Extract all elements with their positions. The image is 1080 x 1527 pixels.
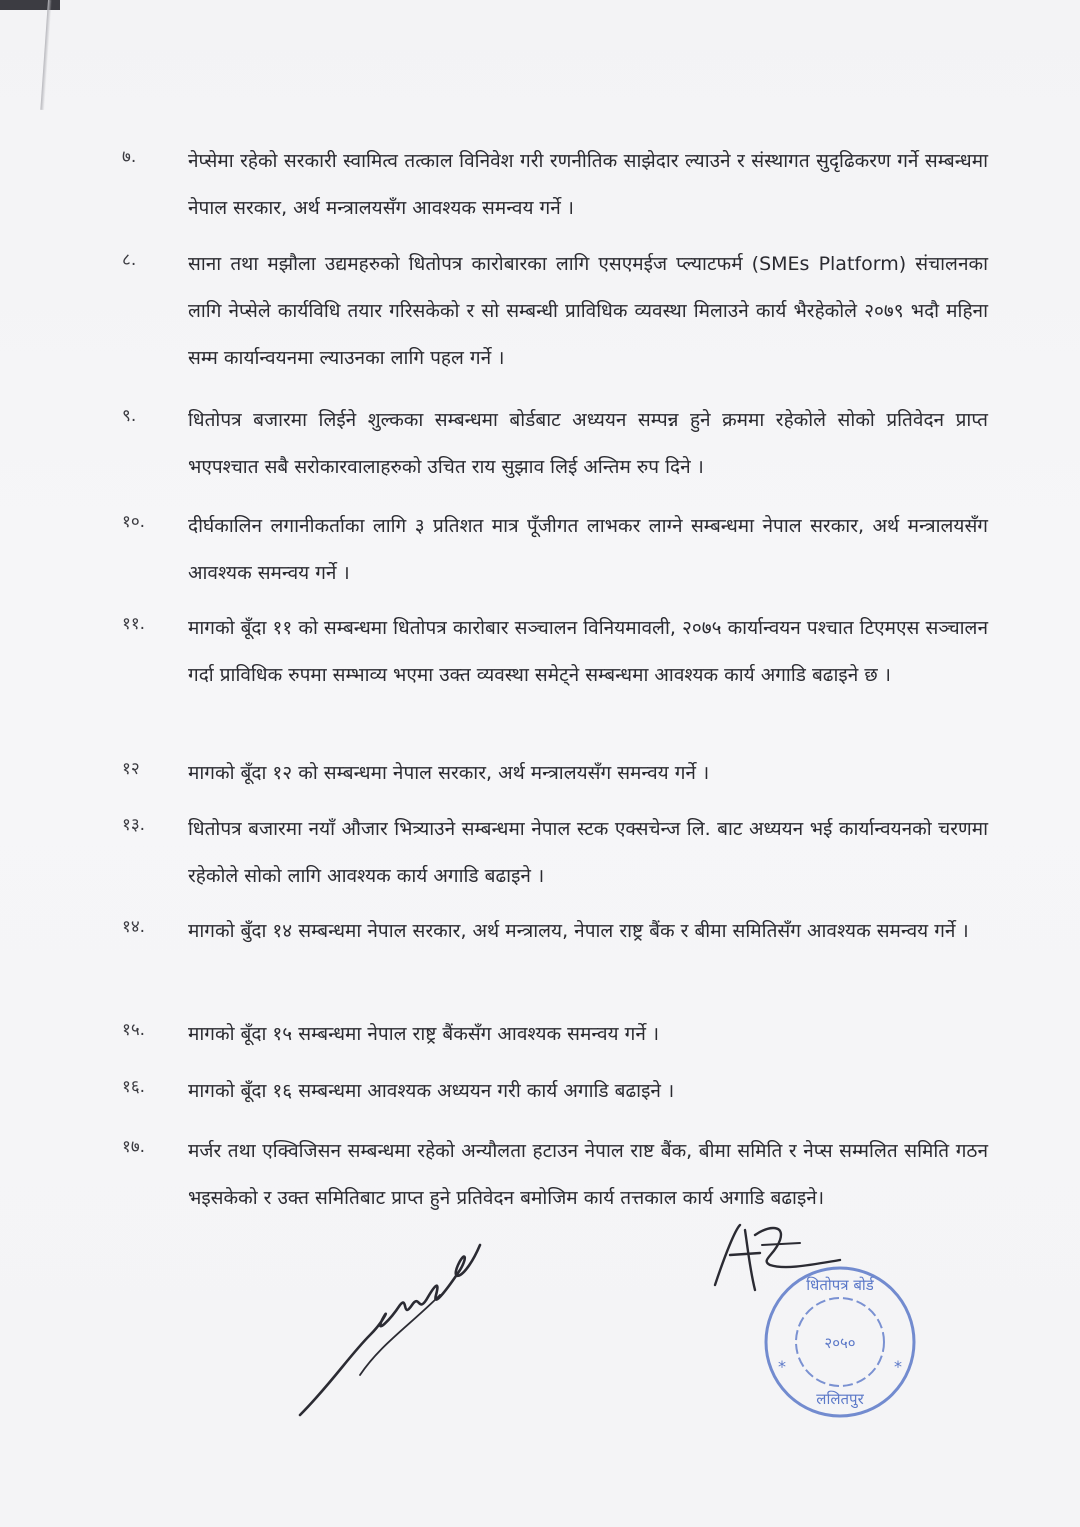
item-text: मागको बुँदा १४ सम्बन्धमा नेपाल सरकार, अर्थ मन्त्रालय, नेपाल राष्ट्र बैंक र बीमा समितिसँग आवश्यक समन्वय गर्ने ।: [188, 920, 969, 942]
item-number: ८.: [122, 250, 137, 270]
item-text: धितोपत्र बजारमा नयाँ औजार भित्र्याउने सम्बन्धमा नेपाल स्टक एक्सचेन्ज लि. बाट अध्ययन भई कार्यान्वयनको चरणमा रहेकोले सोको लागि आवश्यक कार्य अगाडि बढाइने ।: [188, 818, 988, 887]
seal-top-text: धितोपत्र बोर्ड: [806, 1276, 874, 1294]
item-text: साना तथा मझौला उद्यमहरुको धितोपत्र कारोबारका लागि एसएमईज प्ल्याटफर्म (SMEs Platform) संचालनका लागि नेप्सेले कार्यविधि तयार गरिसकेको र सो सम्बन्धी प्राविधिक व्यवस्था मिलाउने कार्य भैरहेकोले २०७९ भदौ महिना सम्म कार्यान्वयनमा ल्याउनका लागि पहल गर्ने ।: [188, 253, 988, 369]
item-number: १६.: [122, 1077, 146, 1097]
item-text: मागको बूँदा १२ को सम्बन्धमा नेपाल सरकार, अर्थ मन्त्रालयसँग समन्वय गर्ने ।: [188, 762, 710, 784]
seal-star-icon: *: [778, 1357, 786, 1376]
page-edge: [40, 0, 52, 110]
seal-star-icon: *: [894, 1357, 902, 1376]
item-text: धितोपत्र बजारमा लिईने शुल्कका सम्बन्धमा बोर्डबाट अध्ययन सम्पन्न हुने क्रममा रहेकोले सोको प्रतिवेदन प्राप्त भएपश्चात सबै सरोकारवालाहरुको उचित राय सुझाव लिई अन्तिम रुप दिने ।: [188, 409, 988, 478]
seal-year: २०५०: [824, 1334, 856, 1352]
seal-bottom-text: ललितपुर: [816, 1390, 864, 1408]
item-number: ७.: [122, 147, 137, 167]
item-number: ९.: [122, 406, 137, 426]
item-number: १३.: [122, 815, 146, 835]
signature-left: [290, 1225, 500, 1435]
item-text: मर्जर तथा एक्विजिसन सम्बन्धमा रहेको अन्यौलता हटाउन नेपाल राष्ट बैंक, बीमा समिति र नेप्स सम्मलित समिति गठन भइसकेको र उक्त समितिबाट प्राप्त हुने प्रतिवेदन बमोजिम कार्य तत्तकाल कार्य अगाडि बढाइने।: [188, 1140, 988, 1209]
item-number: १४.: [122, 917, 146, 937]
item-text: दीर्घकालिन लगानीकर्ताका लागि ३ प्रतिशत मात्र पूँजीगत लाभकर लाग्ने सम्बन्धमा नेपाल सरकार, अर्थ मन्त्रालयसँग आवश्यक समन्वय गर्ने ।: [188, 515, 988, 584]
official-seal: [760, 1262, 920, 1422]
item-number: ११.: [122, 614, 146, 634]
item-number: १२: [122, 759, 140, 779]
item-number: १५.: [122, 1020, 146, 1040]
item-text: मागको बूँदा १६ सम्बन्धमा आवश्यक अध्ययन गरी कार्य अगाडि बढाइने ।: [188, 1080, 675, 1102]
item-text: मागको बूँदा ११ को सम्बन्धमा धितोपत्र कारोबार सञ्चालन विनियमावली, २०७५ कार्यान्वयन पश्चात टिएमएस सञ्चालन गर्दा प्राविधिक रुपमा सम्भाव्य भएमा उक्त व्यवस्था समेट्ने सम्बन्धमा आवश्यक कार्य अगाडि बढाइने छ ।: [188, 617, 988, 686]
item-number: १०.: [122, 512, 146, 532]
item-text: मागको बूँदा १५ सम्बन्धमा नेपाल राष्ट्र बैंकसँग आवश्यक समन्वय गर्ने ।: [188, 1023, 660, 1045]
item-number: १७.: [122, 1137, 146, 1157]
item-text: नेप्सेमा रहेको सरकारी स्वामित्व तत्काल विनिवेश गरी रणनीतिक साझेदार ल्याउने र संस्थागत सुदृढिकरण गर्ने सम्बन्धमा नेपाल सरकार, अर्थ मन्त्रालयसँग आवश्यक समन्वय गर्ने ।: [188, 150, 988, 219]
